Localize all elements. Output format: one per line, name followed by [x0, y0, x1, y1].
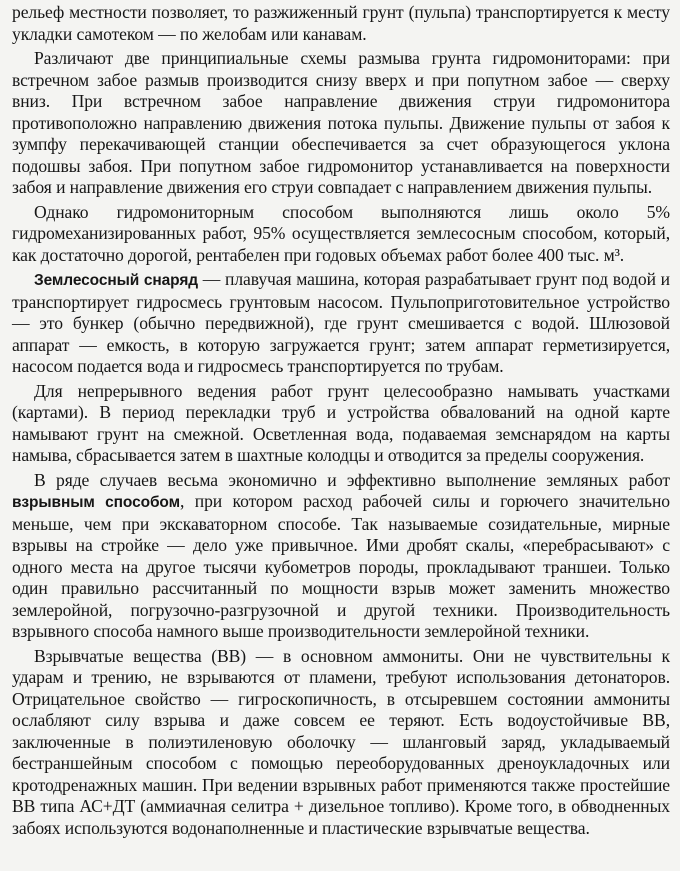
paragraph-dredger-definition [12, 269, 670, 378]
term-dredger: Землесосный снаряд [34, 272, 198, 289]
paragraph-text: Различают две принципиальные схемы размыва грунта гидромониторами: при встречном забое размыв производится снизу вверх и при попутном забое — сверху вниз. При встречном забое направление движения струи гидромонитора противоположно направлению движения потока пульпы. Движение пульпы от забоя к зумпфу перекачивающей станции обеспечивается за счет образующегося уклона подошвы забоя. При попутном забое гидромонитор устанавливается на поверхности забоя и направление движения его струи совпадает с направлением движения пульпы. [12, 48, 670, 197]
paragraph-text: , при котором расход рабочей силы и горючего значительно меньше, чем при экскаваторном способе. Так называемые созидательные, мирные взрывы на стройке — дело уже привычное. Ими дробят скалы, «перебрасывают» с одного места на другое тысячи кубометров породы, прокладывают траншеи. Только один правильно рассчитанный по мощности взрыв может заменить множество землеройной, погрузочно-разгрузочной и другой техники. Производительность взрывного способа намного выше производительности землеройной техники. [12, 491, 670, 641]
paragraph-text: — плавучая машина, которая разрабатывает грунт под водой и транспортирует гидросмесь грунтовым насосом. Пульпоприготовительное устройство — это бункер (обычно передвижной), где грунт смешивается с водой. Шлюзовой аппарат — емкость, в которую загружается грунт; затем аппарат герметизируется, насосом подается вода и гидросмесь транспортируется по трубам. [12, 269, 670, 376]
paragraph-text-intro: В ряде случаев весьма экономично и эффективно выполнение земляных работ [34, 469, 670, 490]
paragraph-text: рельеф местности позволяет, то разжиженный грунт (пульпа) транспортируется к месту укладки самотеком — по желобам или канавам. [12, 2, 670, 44]
paragraph-text: Взрывчатые вещества (ВВ) — в основном аммониты. Они не чувствительны к ударам и трению, не взрываются от пламени, требуют использования детонаторов. Отрицательное свойство — гигроскопичность, в отсыревшем состоянии аммониты ослабляют силу взрыва и даже совсем ее теряют. Есть водоустойчивые ВВ, заключенные в полиэтиленовую оболочку — шланговый заряд, укладываемый бестраншейным способом с помощью переоборудованных дреноукладочных или кротодренажных машин. При ведении взрывных работ применяются также простейшие ВВ типа АС+ДТ (аммиачная селитра + дизельное топливо). Кроме того, в обводненных забоях используются водонаполненные и пластические взрывчатые вещества. [12, 645, 670, 838]
paragraph-text: Однако гидромониторным способом выполняются лишь около 5% гидромеханизированных работ, 95% осуществляется землесосным способом, который, как достаточно дорогой, рентабелен при годовых объемах работ более 400 тыс. м³. [12, 201, 670, 265]
paragraph-explosives [12, 646, 670, 840]
paragraph-continuous-work [12, 381, 670, 467]
paragraph-hydraulic-transport [12, 2, 670, 45]
paragraph-dredging-share [12, 202, 670, 267]
paragraph-blasting-method [12, 470, 670, 643]
term-blasting-method: взрывным способом [12, 494, 180, 511]
paragraph-washing-schemes [12, 48, 670, 199]
paragraph-text: Для непрерывного ведения работ грунт целесообразно намывать участками (картами). В период перекладки труб и устройства обвалований на одной карте намывают грунт на смежной. Осветленная вода, подаваемая земснарядом на карты намыва, сбрасывается затем в шахтные колодцы и отводится за пределы сооружения. [12, 380, 670, 465]
